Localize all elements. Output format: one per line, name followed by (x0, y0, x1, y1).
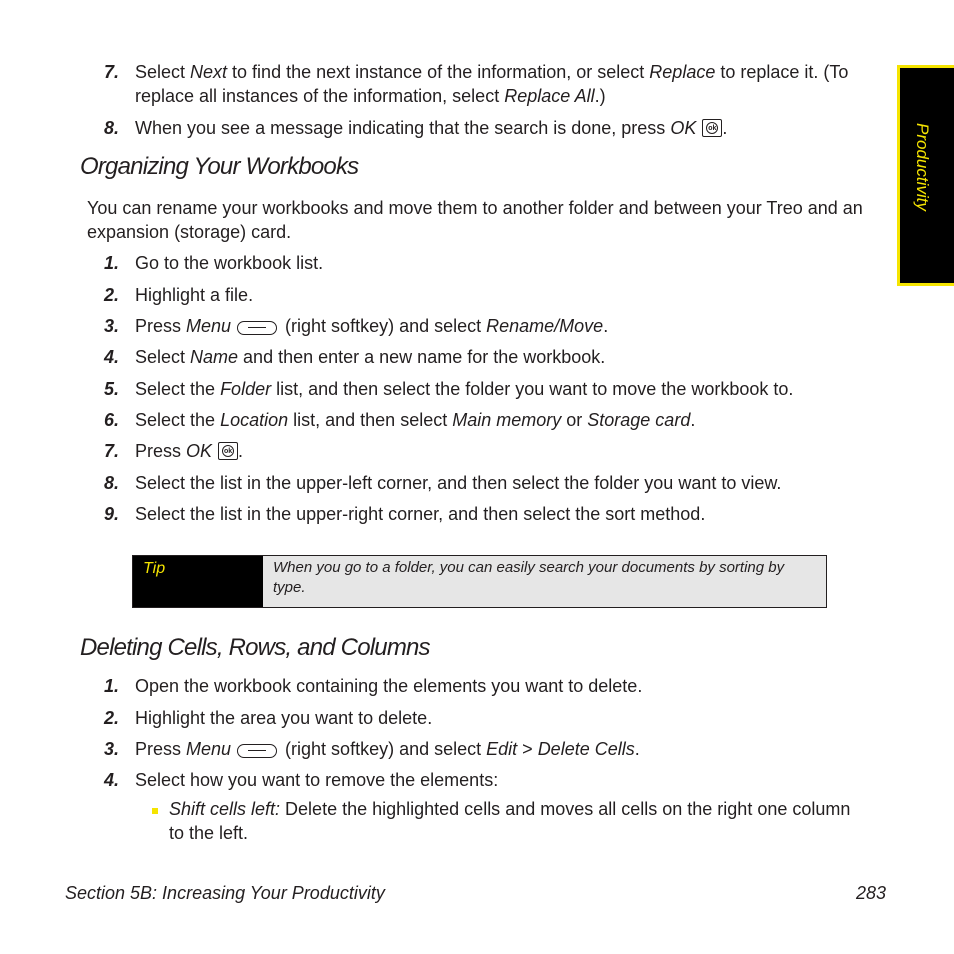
step-1 (104, 674, 874, 698)
bullet-term: Shift cells left: (169, 799, 281, 819)
step-number: 9. (104, 504, 120, 524)
footer-page-number: 283 (856, 883, 887, 903)
step-text: Select the list in the upper-left corner, and then select the folder you want to view. (135, 473, 782, 493)
step-4 (104, 345, 874, 369)
step-number: 3. (104, 316, 120, 336)
step-number: 6. (104, 410, 120, 430)
ok-key-icon: ok (702, 119, 722, 137)
bullet-text: Delete the highlighted cells and moves all cells on the right one column to the left. (169, 799, 851, 843)
step-text: Select how you want to remove the elements: (135, 770, 499, 790)
step-number: 8. (104, 118, 120, 138)
step-number: 2. (104, 285, 120, 305)
step-text: Open the workbook containing the elements you want to delete. (135, 676, 643, 696)
step-number: 1. (104, 253, 120, 273)
step-number: 3. (104, 739, 120, 759)
side-tab (897, 65, 954, 286)
section-heading-deleting: Deleting Cells, Rows, and Columns (80, 634, 430, 661)
step-text: Select the list in the upper-right corner, and then select the sort method. (135, 504, 706, 524)
menu-softkey-icon (237, 744, 277, 758)
step-text: Press Menu (right softkey) and select Rename/Move. (135, 316, 609, 336)
step-4 (104, 768, 874, 792)
footer-section-title: Section 5B: Increasing Your Productivity (65, 883, 385, 903)
step-text: When you see a message indicating that the search is done, press OK ok . (135, 118, 728, 138)
step-text: Select Name and then enter a new name for the workbook. (135, 347, 606, 367)
step-number: 7. (104, 62, 120, 82)
step-number: 7. (104, 441, 120, 461)
step-number: 8. (104, 473, 120, 493)
step-text: Highlight the area you want to delete. (135, 708, 433, 728)
bullet-square-icon (152, 808, 158, 814)
step-text: Go to the workbook list. (135, 253, 324, 273)
section-heading-organizing: Organizing Your Workbooks (80, 153, 359, 180)
section-intro: You can rename your workbooks and move them to another folder and between your Treo and an expansion (storage) card. (87, 198, 863, 242)
step-text: Press OK ok . (135, 441, 244, 461)
tip-text: When you go to a folder, you can easily search your documents by sorting by type. (273, 559, 785, 596)
tip-box (132, 555, 827, 608)
step-text: Select the Folder list, and then select the folder you want to move the workbook to. (135, 379, 794, 399)
step-8-top (104, 116, 874, 140)
step-9 (104, 502, 874, 526)
menu-softkey-icon (237, 321, 277, 335)
step-text: Highlight a file. (135, 285, 254, 305)
step-3 (104, 314, 874, 338)
step-7-top (104, 60, 874, 108)
step-6 (104, 408, 874, 432)
step-5 (104, 377, 874, 401)
step-2 (104, 283, 874, 307)
step-number: 1. (104, 676, 120, 696)
bullet-item-shift-cells (169, 797, 869, 845)
step-number: 4. (104, 770, 120, 790)
step-text: Select the Location list, and then select Main memory or Storage card. (135, 410, 696, 430)
tip-label: Tip (133, 556, 263, 607)
step-3 (104, 737, 874, 761)
step-2 (104, 706, 874, 730)
step-1 (104, 251, 874, 275)
step-number: 2. (104, 708, 120, 728)
step-number: 5. (104, 379, 120, 399)
side-tab-label: Productivity (913, 123, 932, 211)
step-8 (104, 471, 874, 495)
step-7 (104, 439, 874, 463)
step-number: 4. (104, 347, 120, 367)
step-text: Select Next to find the next instance of the information, or select Replace to replace it. (To replace all instances of the information, select Replace All.) (135, 62, 849, 106)
ok-key-icon: ok (218, 442, 238, 460)
step-text: Press Menu (right softkey) and select Edit > Delete Cells. (135, 739, 640, 759)
